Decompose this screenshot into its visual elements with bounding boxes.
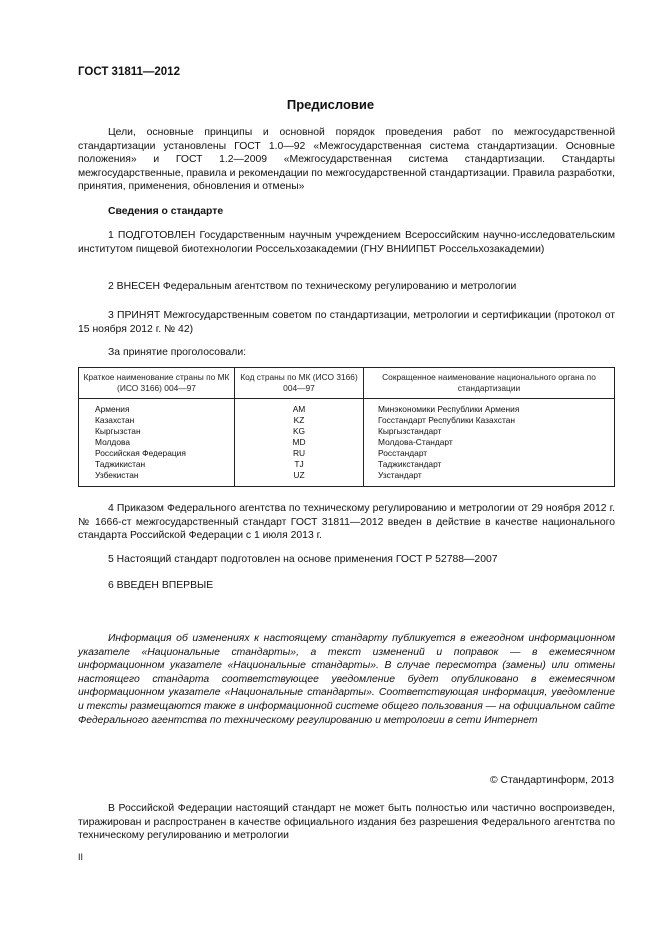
cell-code: UZ [235,470,364,487]
restriction-notice [78,802,615,843]
cell-body: Молдова-Стандарт [364,437,615,448]
info-notice [78,632,615,727]
cell-country: Кыргызстан [79,426,235,437]
intro-text: Цели, основные принципы и основной порядок проведения работ по межгосударственной стандартизации установлены ГОСТ 1.0—92 «Межгосударственная система стандартизации. Основные положения» и ГОСТ 1.2—2009 «Межгосударственная система стандартизации. Стандарты межгосударственные, правила и рекомендации по межгосударственной стандартизации. Правила разработки, принятия, применения, обновления и отмены» [78,127,615,193]
cell-body: Кыргызстандарт [364,426,615,437]
copyright: © Стандартинформ, 2013 [489,775,614,786]
table-header-row [79,368,615,399]
item-6-paragraph: 6 ВВЕДЕН ВПЕРВЫЕ [108,580,214,591]
cell-code: KZ [235,415,364,426]
cell-country: Казахстан [79,415,235,426]
table-row [79,470,615,487]
restriction-text: В Российской Федерации настоящий стандарт не может быть полностью или частично воспроизведен, тиражирован и распространен в качестве официального издания без разрешения Федерального агентства по техническому регулированию и метрологии [78,803,615,842]
cell-body: Таджикстандарт [364,459,615,470]
item-1-paragraph [78,229,615,256]
running-header: ГОСТ 31811—2012 [78,66,180,78]
header-country: Краткое наименование страны по МК (ИСО 3166) 004—97 [79,368,235,399]
item-3-paragraph [78,309,615,336]
cell-country: Узбекистан [79,470,235,487]
cell-code: RU [235,448,364,459]
cell-country: Российская Федерация [79,448,235,459]
header-code: Код страны по МК (ИСО 3166) 004—97 [235,368,364,399]
page-number: II [78,852,84,862]
table-row [79,399,615,416]
page-title: Предисловие [286,97,375,112]
item-5-paragraph: 5 Настоящий стандарт подготовлен на основе применения ГОСТ Р 52788—2007 [108,554,498,565]
section-heading: Сведения о стандарте [108,206,224,217]
info-notice-text: Информация об изменениях к настоящему стандарту публикуется в ежегодном информационном указателе «Национальные стандарты», а текст изменений и поправок — в ежемесячном информационном указателе «Национальные стандарты». В случае пересмотра (замены) или отмены настоящего стандарта соответствующее уведомление будет опубликовано в ежемесячном информационном указателе «Национальные стандарты». Соответствующая информация, уведомление и тексты размещаются также в информационной системе общего пользования — на официальном сайте Федерального агентства по техническому регулированию и метрологии в сети Интернет [78,633,615,726]
header-body: Сокращенное наименование национального органа по стандартизации [364,368,615,399]
cell-body: Минэкономики Республики Армения [364,399,615,416]
cell-country: Таджикистан [79,459,235,470]
cell-country: Молдова [79,437,235,448]
table-row [79,437,615,448]
table-row [79,426,615,437]
voted-label: За принятие проголосовали: [108,347,247,358]
cell-body: Росстандарт [364,448,615,459]
item-2-paragraph: 2 ВНЕСЕН Федеральным агентством по техническому регулированию и метрологии [108,281,517,292]
table-row [79,415,615,426]
item-4-text: 4 Приказом Федерального агентства по техническому регулированию и метрологии от 29 ноября 2012 г. № 1666-ст межгосударственный стандарт ГОСТ 31811—2012 введен в действие в качестве национального стандарта Российской Федерации с 1 июля 2013 г. [78,503,615,542]
cell-code: AM [235,399,364,416]
intro-paragraph [78,126,615,194]
cell-body: Узстандарт [364,470,615,487]
table-row [79,448,615,459]
item-4-paragraph [78,502,615,543]
cell-code: MD [235,437,364,448]
cell-country: Армения [79,399,235,416]
cell-code: TJ [235,459,364,470]
table-row [79,459,615,470]
cell-code: KG [235,426,364,437]
cell-body: Госстандарт Республики Казахстан [364,415,615,426]
item-1-text: 1 ПОДГОТОВЛЕН Государственным научным учреждением Всероссийским научно-исследовательским институтом пищевой биотехнологии Россельхозакадемии (ГНУ ВНИИПБТ Россельхозакадемии) [78,230,615,255]
item-3-text: 3 ПРИНЯТ Межгосударственным советом по стандартизации, метрологии и сертификации (протокол от 15 ноября 2012 г. № 42) [78,310,615,335]
voting-table [78,367,615,487]
